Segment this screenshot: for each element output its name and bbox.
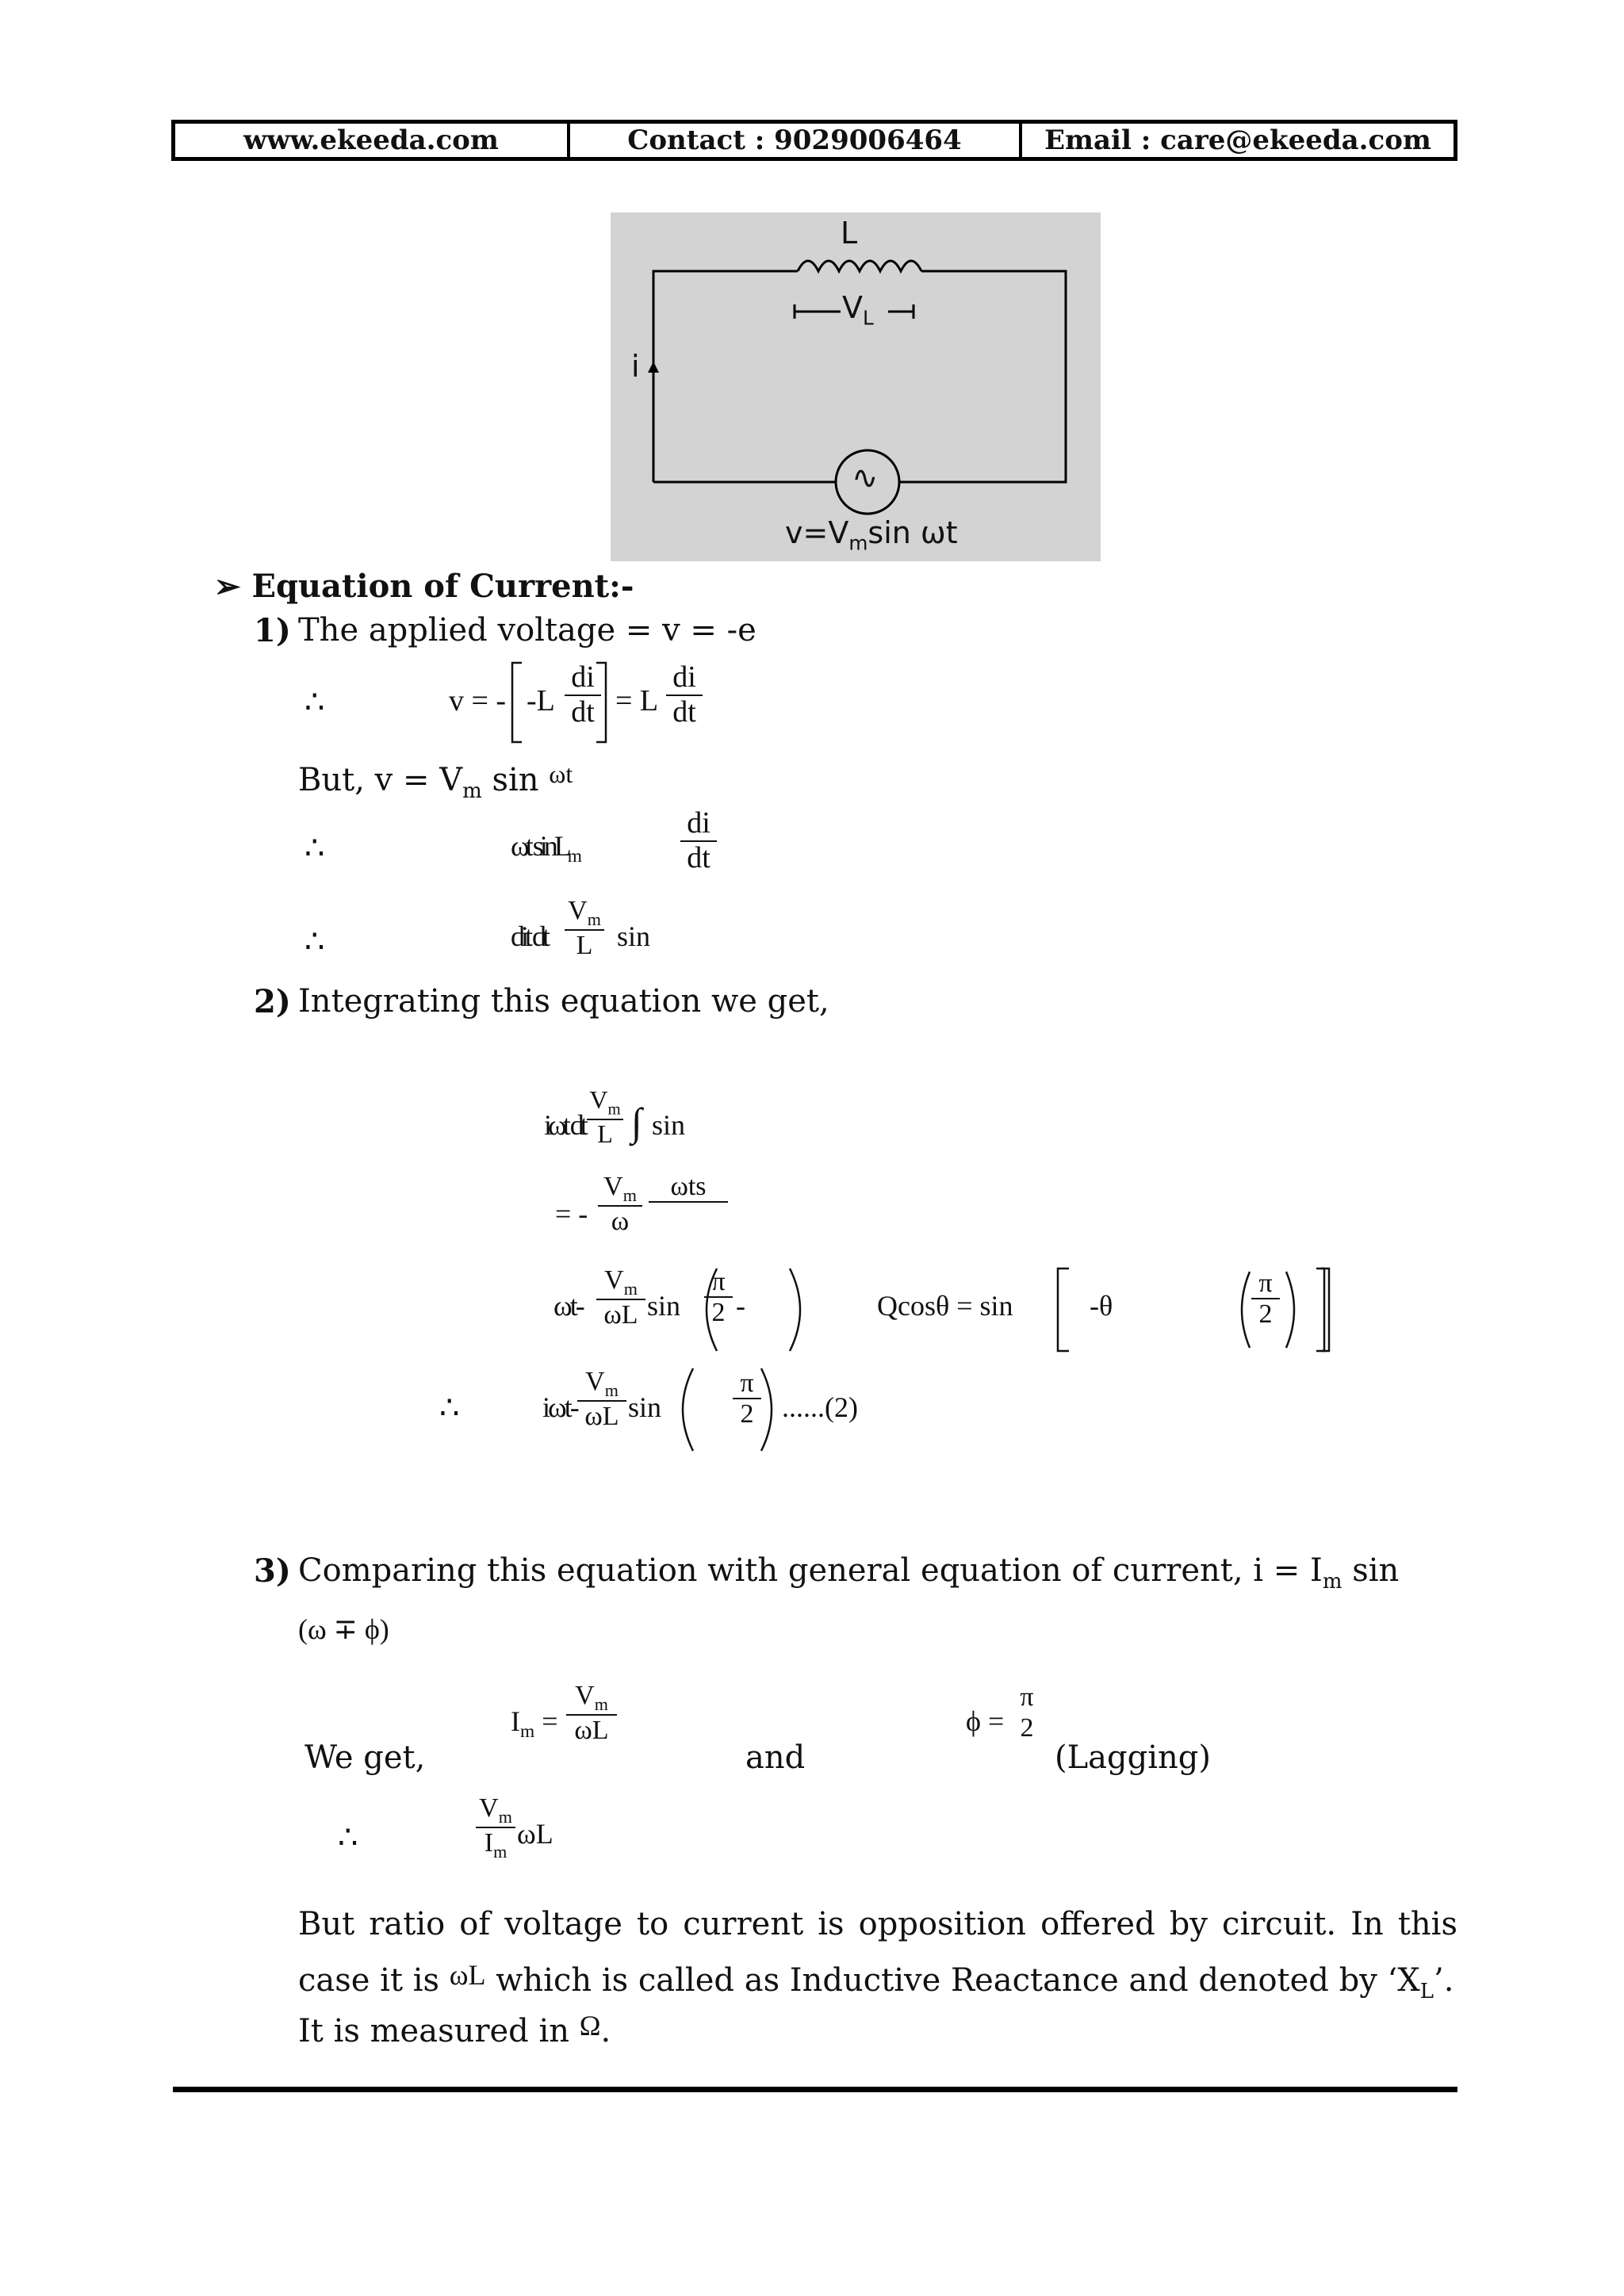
lagging: (Lagging)	[1055, 1739, 1211, 1776]
step-2-text: Integrating this equation we get,	[298, 983, 829, 1020]
bullet-arrow-icon: ➢	[214, 568, 241, 605]
step-3-number: 3)	[254, 1552, 291, 1590]
section-heading	[214, 568, 634, 605]
current-label: i	[631, 349, 640, 384]
eq7-frac: $V_m$ ωL	[577, 1367, 626, 1431]
minus-theta: -θ	[1090, 1290, 1113, 1322]
identity-bracket-right	[1313, 1265, 1337, 1354]
we-get: We get,	[304, 1739, 426, 1776]
inductor-coil	[798, 261, 921, 271]
ratio-frac: $V_m$ $I_m$	[476, 1793, 515, 1862]
phi-frac: π 2	[1020, 1682, 1034, 1743]
and-word: and	[745, 1739, 806, 1776]
integral-sign: ∫	[631, 1100, 642, 1144]
identity-pi-frac: π 2	[1251, 1269, 1280, 1330]
step-3-text: Comparing this equation with general equation of current, $i = I_m$ sin	[298, 1552, 1400, 1594]
eq7-left: iωt-	[542, 1391, 577, 1423]
eq4-left: iωt dt	[544, 1109, 584, 1141]
eq1-frac-1: di dt	[565, 661, 601, 729]
eq1-frac-2: di dt	[666, 661, 703, 729]
step-1-text: The applied voltage = v = -e	[298, 612, 756, 649]
eq6-minus: -	[736, 1290, 745, 1322]
current-arrow	[648, 362, 659, 373]
eq7-paren-left	[668, 1365, 699, 1454]
para-line-1: But ratio of voltage to current is opposition offered by circuit. In this	[298, 1906, 1457, 1942]
cos-identity: Qcosθ = sin	[877, 1290, 1013, 1322]
eq3-left: dit dt	[511, 920, 547, 952]
eq5-frac-2: ωts	[649, 1172, 728, 1233]
inductor-label: L	[841, 216, 858, 251]
eq6-paren-right	[783, 1265, 815, 1354]
eq5-frac-1: $V_m$ ω	[598, 1172, 642, 1236]
footer-rule	[173, 2087, 1457, 2092]
identity-bracket-left	[1051, 1265, 1075, 1354]
eq6-frac: $V_m$ ωL	[596, 1265, 645, 1330]
para-line-3: It is measured in Ω.	[298, 2010, 611, 2049]
therefore-1: ∴	[304, 684, 325, 720]
header-website[interactable]: www.ekeeda.com	[243, 124, 499, 156]
eq4-sin: sin	[652, 1109, 686, 1141]
ratio-rhs: ωL	[517, 1818, 553, 1850]
phi-lhs: ϕ =	[966, 1705, 1005, 1737]
eq6-left: ωt-	[553, 1290, 583, 1322]
therefore-5: ∴	[338, 1820, 358, 1855]
identity-paren-right	[1281, 1269, 1305, 1351]
circuit-diagram	[611, 212, 1101, 561]
im-lhs: $I_m$ =	[511, 1705, 558, 1743]
eq4-frac: $V_m$ L	[587, 1086, 623, 1148]
step-3-paren: (ω ∓ ϕ)	[298, 1613, 389, 1645]
im-frac: $V_m$ ωL	[566, 1681, 617, 1745]
header-email[interactable]: Email : care@ekeeda.com	[1019, 124, 1454, 157]
circuit-svg	[611, 212, 1101, 561]
header-contact: Contact : 9029006464	[567, 124, 1019, 157]
therefore-3: ∴	[304, 924, 325, 959]
eq2-text: ωt sinL$_m$	[511, 830, 578, 867]
para-line-2: case it is ωL which is called as Inductive Reactance and denoted by ‘$X_L$’.	[298, 1959, 1454, 2003]
sine-symbol: ∿	[852, 460, 879, 496]
eq3-frac: $V_m$ L	[565, 896, 604, 960]
eq1-lhs: v = -	[449, 684, 507, 718]
therefore-4: ∴	[439, 1390, 460, 1425]
left-wire	[653, 271, 798, 482]
eq7-sin: sin	[628, 1391, 662, 1423]
therefore-2: ∴	[304, 830, 325, 866]
but-line: But, $v = V_m$ sin $^{\omega t}$	[298, 760, 573, 803]
eq7-pi-frac: π 2	[733, 1368, 761, 1429]
eq1-eq: = L	[615, 684, 659, 718]
source-caption: $v=V_m\sin$ ωt	[785, 515, 958, 555]
eq5-left: = -	[555, 1198, 588, 1230]
page-header	[171, 120, 1457, 161]
eq6-pi-frac: π 2	[704, 1267, 733, 1328]
eq6-sin: sin	[647, 1290, 681, 1322]
section-title: Equation of Current:-	[251, 568, 634, 605]
step-1-number: 1)	[254, 612, 291, 649]
eq2-frac: di dt	[680, 807, 717, 875]
eq3-sin: sin	[617, 920, 651, 952]
eq1-inner: -L	[527, 684, 555, 718]
right-wire	[899, 271, 1066, 482]
step-2-number: 2)	[254, 983, 291, 1020]
eq7-tag: ......(2)	[782, 1391, 858, 1423]
voltage-label: $V_L$	[842, 290, 874, 330]
